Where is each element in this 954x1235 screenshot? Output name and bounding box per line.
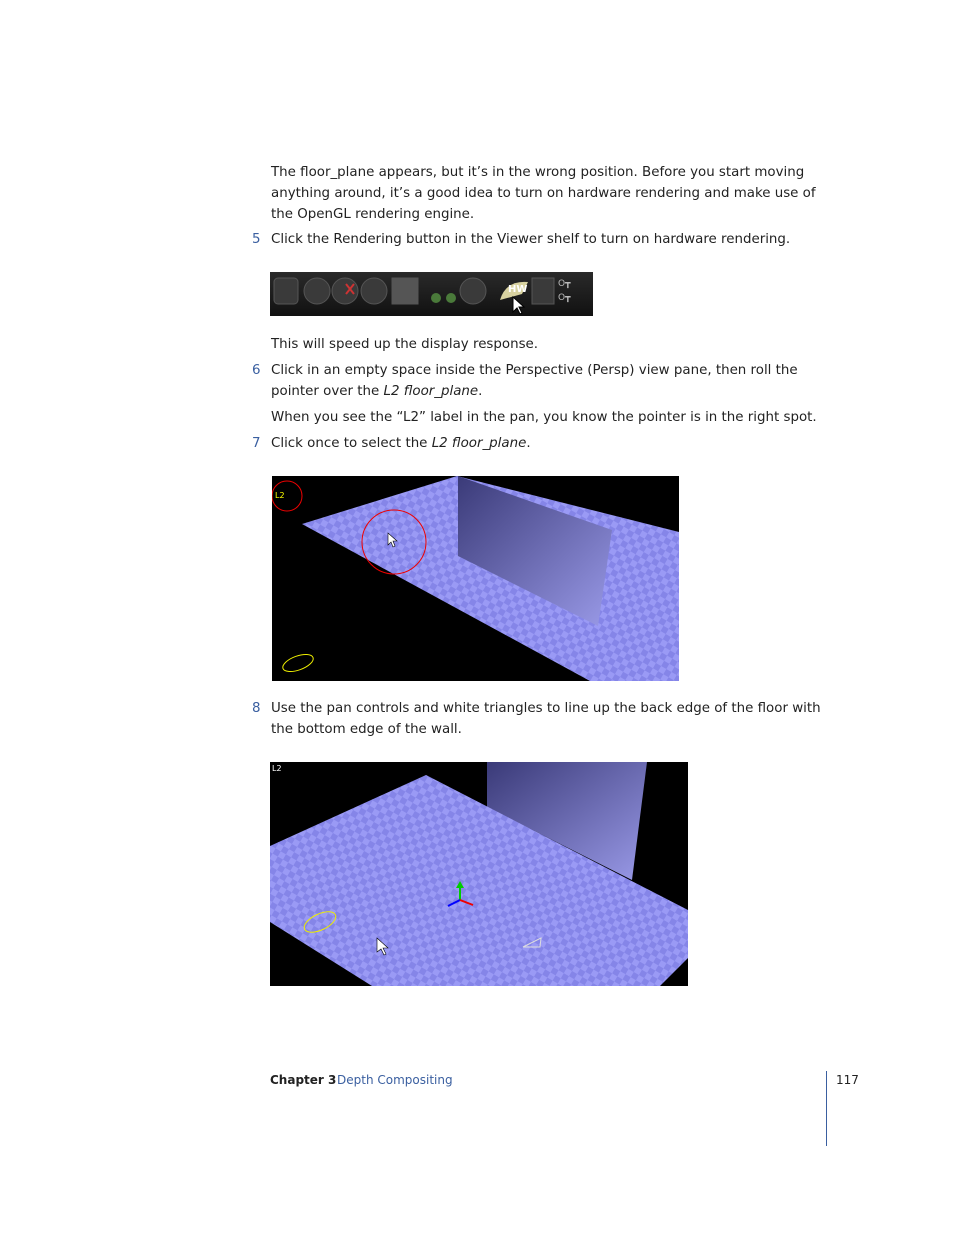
perspective-view-2[interactable] [270, 762, 688, 986]
step-text: Click once to select the L2 floor_plane. [271, 436, 531, 451]
step-text: Use the pan controls and white triangles to line up the back edge of the floor with the bottom edge of the wall. [271, 701, 821, 737]
step-number: 7 [252, 436, 261, 451]
camera-icon [281, 651, 316, 675]
perspective-view-1[interactable] [272, 476, 679, 681]
step-text: Click the Rendering button in the Viewer shelf to turn on hardware rendering. [271, 232, 791, 247]
footer-chapter: Chapter 3 [270, 1073, 337, 1087]
step-number: 6 [252, 363, 261, 378]
svg-text:O┳: O┳ [558, 279, 571, 289]
l2-label: L2 [272, 764, 282, 773]
l2-label: L2 [275, 491, 285, 500]
viewer-shelf-toolbar [270, 272, 593, 316]
step-text: Click in an empty space inside the Perspective (Persp) view pane, then roll the pointer over the L2 floor_plane. [271, 363, 798, 399]
svg-text:HW: HW [508, 284, 528, 295]
step-number: 8 [252, 701, 261, 716]
footer-chapter-title: Depth Compositing [337, 1073, 453, 1087]
page-number: 117 [836, 1073, 859, 1087]
paragraph: When you see the “L2” label in the pan, you know the pointer is in the right spot. [271, 410, 817, 425]
svg-text:O┳: O┳ [558, 293, 571, 303]
step-number: 5 [252, 232, 261, 247]
pointer-icon [513, 297, 524, 314]
footer-divider [826, 1071, 827, 1146]
intro-paragraph: The floor_plane appears, but it’s in the wrong position. Before you start moving anything around, it’s a good idea to turn on hardware rendering and make use of the OpenGL rendering engine. [271, 165, 816, 222]
paragraph: This will speed up the display response. [271, 337, 539, 352]
